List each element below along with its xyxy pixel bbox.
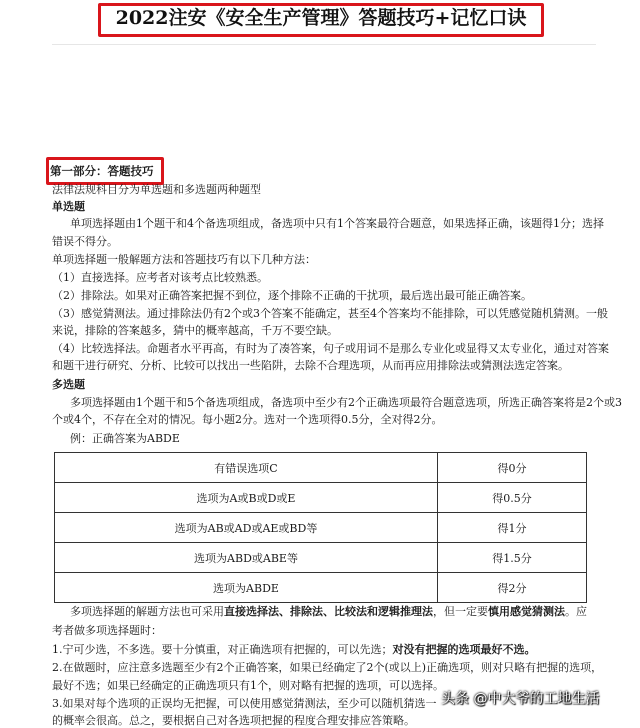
option-cell: 选项为A或B或D或E xyxy=(55,483,438,513)
option-cell: 有错误选项C xyxy=(55,453,438,483)
multi-method-line: 考者做多项选择题时： xyxy=(52,624,162,637)
tip-3-line: 的概率会很高。总之，要根据自己对各选项把握的程度合理安排应答策略。 xyxy=(52,714,415,727)
text-span: 。应 xyxy=(565,605,587,618)
section-title: 第一部分：答题技巧 xyxy=(50,164,154,178)
method-3-line: 来说，排除的答案越多，猜中的概率越高，千万不要空缺。 xyxy=(52,324,338,337)
emphasis-span: 直接选择法、排除法、比较法和逻辑推理法 xyxy=(224,605,433,618)
score-cell: 得1分 xyxy=(438,513,587,543)
multi-heading: 多选题 xyxy=(52,378,85,391)
table-row xyxy=(55,513,587,543)
emphasis-span: 对没有把握的选项最好不选。 xyxy=(392,643,536,656)
single-para-line: 错误不得分。 xyxy=(52,235,118,248)
watermark: 头条 @中大爷的工地生活 xyxy=(441,691,600,707)
single-methods-intro: 单项选择题一般解题方法和答题技巧有以下几种方法： xyxy=(52,253,316,266)
score-cell: 得2分 xyxy=(438,573,587,603)
table-row xyxy=(55,453,587,483)
tip-2-line: 2.在做题时，应注意多选题至少有2个正确答案，如果已经确定了2个(或以上)正确选项，则对只略有把握的选项， xyxy=(52,661,603,674)
tip-1 xyxy=(52,642,536,657)
text-span: 1.宁可少选，不多选。要十分慎重，对正确选项有把握的，可以先选； xyxy=(52,643,393,656)
text-span: ，但一定要 xyxy=(433,605,488,618)
tip-3-line: 3.如果对每个选项的正误均无把握，可以使用感觉猜测法，至少可以随机猜选一 xyxy=(52,697,437,710)
option-cell: 选项为ABDE xyxy=(55,573,438,603)
multi-method-line xyxy=(70,604,587,619)
method-4-line: 和题干进行研究、分析、比较可以找出一些陷阱，去除不合理选项，从而再应用排除法或猜测法选定答案。 xyxy=(52,359,569,372)
table-row xyxy=(55,543,587,573)
scoring-table xyxy=(54,452,587,603)
tip-2-line: 最好不选；如果已经确定的正确选项只有1个，则对略有把握的选项，可以选择。 xyxy=(52,679,444,692)
multi-para-line: 多项选择题由1个题干和5个备选项组成，备选项中至少有2个正确选项最符合题意选项，所选正确答案将是2个或3 xyxy=(70,396,622,409)
intro-text: 法律法规科目分为单选题和多选题两种题型 xyxy=(52,183,261,196)
text-span: 多项选择题的解题方法也可采用 xyxy=(70,605,224,618)
emphasis-span: 慎用感觉猜测法 xyxy=(488,605,565,618)
score-cell: 得0分 xyxy=(438,453,587,483)
method-1: （1）直接选择。应考者对该考点比较熟悉。 xyxy=(52,271,268,284)
method-4-line: （4）比较选择法。命题者水平再高，有时为了凑答案，句子或用词不是那么专业化或显得又太专业化，通过对答案 xyxy=(52,342,609,355)
single-heading: 单选题 xyxy=(52,200,85,213)
table-row xyxy=(55,573,587,603)
score-cell: 得0.5分 xyxy=(438,483,587,513)
single-para-line: 单项选择题由1个题干和4个备选项组成，备选项中只有1个答案最符合题意，如果选择正确，该题得1分；选择 xyxy=(70,217,604,230)
score-cell: 得1.5分 xyxy=(438,543,587,573)
option-cell: 选项为AB或AD或AE或BD等 xyxy=(55,513,438,543)
divider xyxy=(52,44,596,45)
page-title: 2022注安《安全生产管理》答题技巧+记忆口诀 xyxy=(115,7,527,29)
method-2: （2）排除法。如果对正确答案把握不到位，逐个排除不正确的干扰项，最后选出最可能正确答案。 xyxy=(52,289,532,302)
option-cell: 选项为ABD或ABE等 xyxy=(55,543,438,573)
method-3-line: （3）感觉猜测法。通过排除法仍有2个或3个答案不能确定，甚至4个答案均不能排除，可以凭感觉随机猜测。一般 xyxy=(52,307,608,320)
table-row xyxy=(55,483,587,513)
multi-para-line: 个或4个，不存在全对的情况。每小题2分。选对一个选项得0.5分，全对得2分。 xyxy=(52,413,443,426)
example-text: 例：正确答案为ABDE xyxy=(70,432,180,445)
